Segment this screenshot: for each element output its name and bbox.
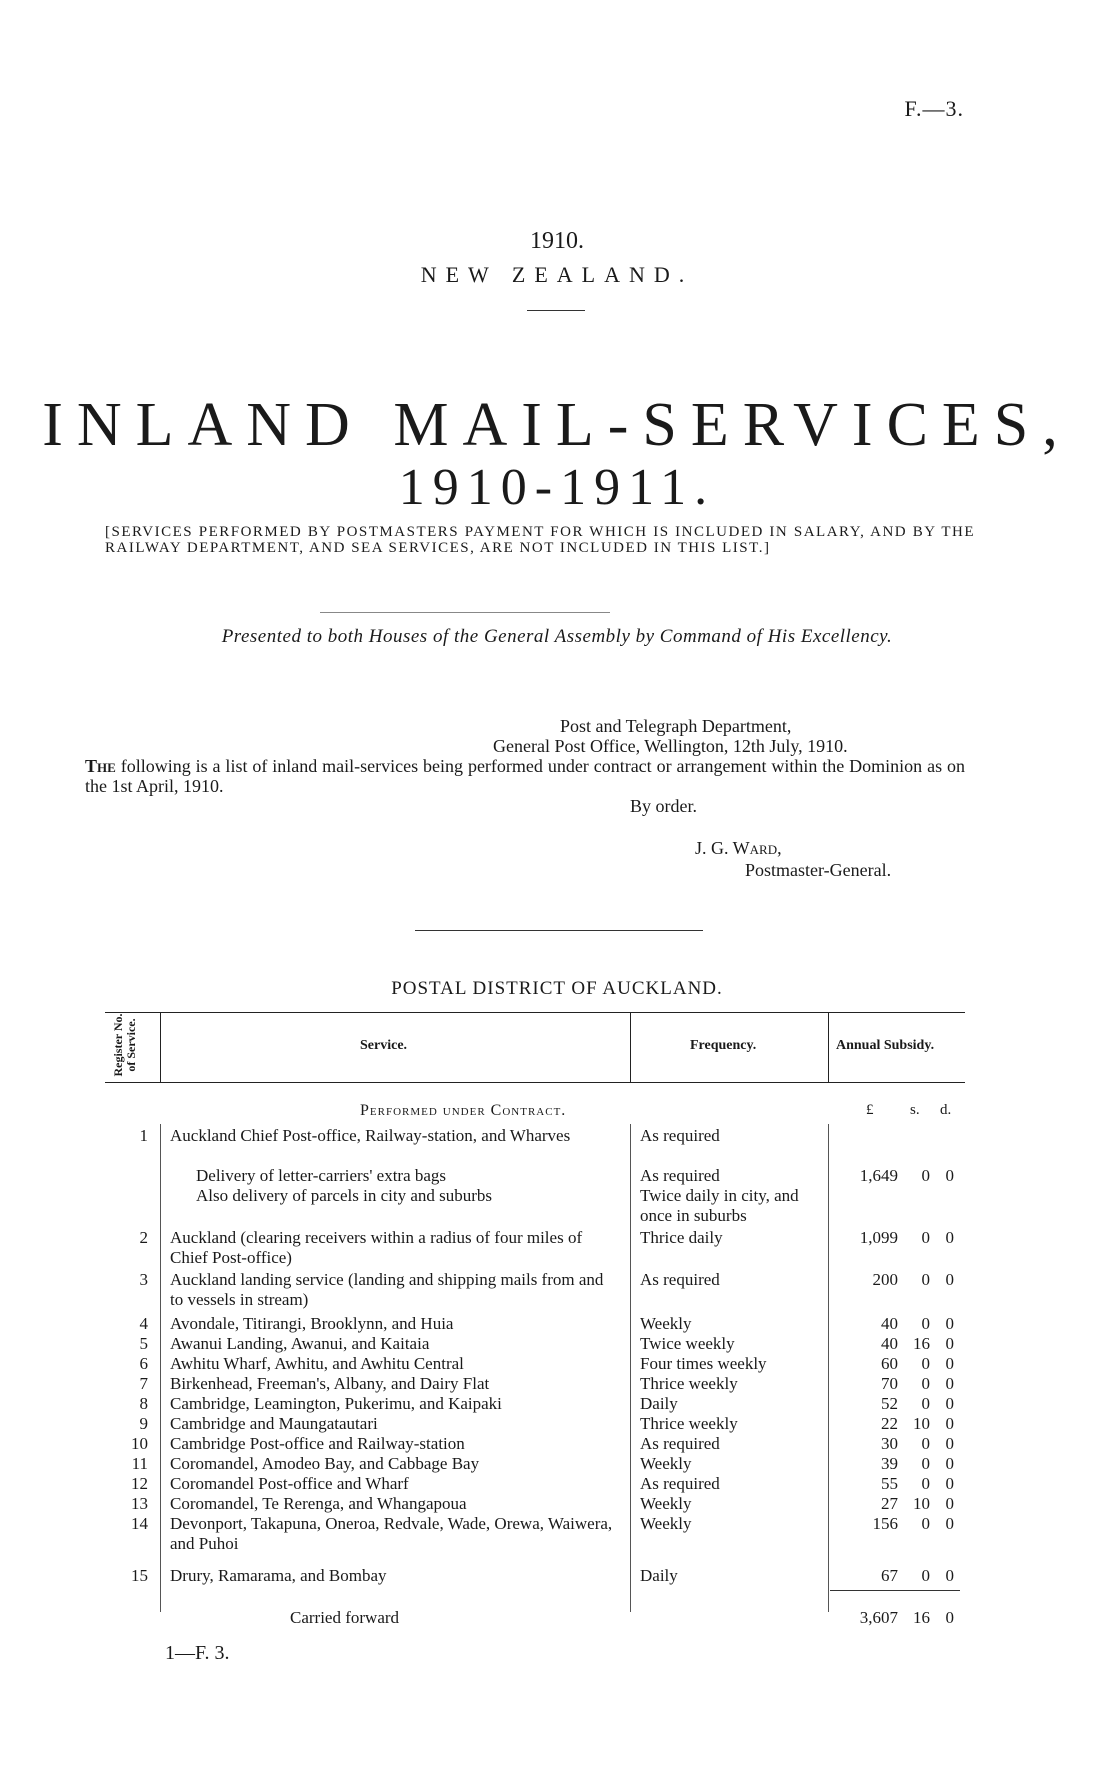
row-frequency: As required — [640, 1166, 720, 1185]
row-pence: 0 — [945, 1166, 954, 1185]
row-shillings: 0 — [921, 1514, 930, 1533]
row-shillings: 0 — [921, 1454, 930, 1473]
section-heading: Performed under Contract. — [360, 1102, 567, 1119]
row-pence: 0 — [945, 1414, 954, 1433]
row-number: 10 — [131, 1434, 148, 1453]
row-pence: 0 — [945, 1314, 954, 1333]
row-frequency: Daily — [640, 1566, 678, 1585]
unit-shillings: s. — [910, 1102, 920, 1118]
carried-forward-label: Carried forward — [290, 1608, 400, 1627]
row-pence: 0 — [945, 1228, 954, 1247]
row-pence: 0 — [945, 1354, 954, 1373]
row-frequency: Daily — [640, 1394, 678, 1413]
report-year: 1910. — [530, 228, 584, 254]
row-service: Birkenhead, Freeman's, Albany, and Dairy Flat — [170, 1374, 490, 1393]
row-service: Drury, Ramarama, and Bombay — [170, 1566, 387, 1585]
row-shillings: 0 — [921, 1394, 930, 1413]
row-number: 6 — [139, 1354, 148, 1373]
row-service: Cambridge Post-office and Railway-station — [170, 1434, 465, 1453]
unit-pence: d. — [940, 1102, 952, 1118]
department-line: Post and Telegraph Department, — [560, 716, 792, 736]
row-frequency: As required — [640, 1126, 720, 1145]
row-pounds: 200 — [872, 1270, 898, 1289]
row-service: Awhitu Wharf, Awhitu, and Awhitu Central — [170, 1354, 464, 1373]
row-pounds: 1,649 — [859, 1166, 898, 1185]
row-pounds: 55 — [881, 1474, 898, 1493]
place-date-line: General Post Office, Wellington, 12th July, 1910. — [493, 736, 848, 756]
row-shillings: 10 — [913, 1494, 930, 1513]
row-pence: 0 — [945, 1374, 954, 1393]
row-frequency: Weekly — [640, 1454, 692, 1473]
row-pounds: 40 — [881, 1334, 898, 1353]
row-pounds: 40 — [881, 1314, 898, 1333]
row-frequency: Thrice weekly — [640, 1414, 738, 1433]
header-register-no: Register No. of Service. — [111, 1013, 138, 1077]
row-frequency: Thrice daily — [640, 1228, 723, 1247]
row-pounds: 60 — [881, 1354, 898, 1373]
row-service: Coromandel, Te Rerenga, and Whangapoua — [170, 1494, 467, 1513]
row-service: Cambridge, Leamington, Pukerimu, and Kaipaki — [170, 1394, 502, 1413]
row-shillings: 0 — [921, 1374, 930, 1393]
row-number: 11 — [131, 1454, 148, 1473]
column-rule — [630, 1012, 631, 1082]
row-shillings: 0 — [921, 1228, 930, 1247]
total-rule — [830, 1590, 960, 1591]
signer-name: J. G. Ward, — [695, 838, 782, 858]
row-pence: 0 — [945, 1270, 954, 1289]
row-shillings: 0 — [921, 1566, 930, 1585]
document-title-years: 1910-1911. — [398, 459, 716, 516]
row-service: Delivery of letter-carriers' extra bags — [196, 1166, 447, 1185]
divider — [320, 612, 610, 613]
row-service: Also delivery of parcels in city and suburbs — [196, 1186, 493, 1205]
row-number: 1 — [139, 1126, 148, 1145]
row-pence: 0 — [945, 1514, 954, 1533]
by-order: By order. — [630, 796, 697, 816]
row-pence: 0 — [945, 1494, 954, 1513]
column-rule — [160, 1012, 161, 1082]
row-frequency: Twice weekly — [640, 1334, 735, 1353]
row-shillings: 0 — [921, 1314, 930, 1333]
row-pounds: 67 — [881, 1566, 898, 1585]
row-pounds: 30 — [881, 1434, 898, 1453]
row-frequency: Four times weekly — [640, 1354, 767, 1373]
row-service: Auckland (clearing receivers within a radius of four miles of Chief Post-office) — [170, 1228, 583, 1267]
row-pounds: 1,099 — [859, 1228, 898, 1247]
signer-title: Postmaster-General. — [745, 860, 892, 880]
divider — [415, 930, 703, 931]
row-pence: 0 — [945, 1334, 954, 1353]
header-service: Service. — [360, 1038, 408, 1053]
row-number: 12 — [131, 1474, 148, 1493]
row-number: 7 — [139, 1374, 148, 1393]
row-pounds: 22 — [881, 1414, 898, 1433]
carried-forward-pounds: 3,607 — [859, 1608, 898, 1627]
intro-text: following is a list of inland mail-services being performed under contract or arrangement within the Dominion as on the 1st April, 1910. — [85, 756, 965, 796]
row-frequency: As required — [640, 1474, 720, 1493]
row-shillings: 16 — [913, 1334, 930, 1353]
carried-forward-shillings: 16 — [913, 1608, 930, 1627]
row-number: 8 — [139, 1394, 148, 1413]
row-pence: 0 — [945, 1394, 954, 1413]
row-service: Avondale, Titirangi, Brooklynn, and Huia — [170, 1314, 454, 1333]
row-number: 3 — [139, 1270, 148, 1289]
header-annual-subsidy: Annual Subsidy. — [836, 1038, 935, 1053]
column-rule — [160, 1124, 161, 1612]
row-service: Awanui Landing, Awanui, and Kaitaia — [170, 1334, 430, 1353]
row-pounds: 156 — [872, 1514, 898, 1533]
row-frequency: Weekly — [640, 1314, 692, 1333]
column-rule — [828, 1124, 829, 1612]
row-service: Coromandel Post-office and Wharf — [170, 1474, 409, 1493]
unit-pounds: £ — [866, 1102, 874, 1118]
row-pounds: 27 — [881, 1494, 898, 1513]
row-service: Auckland Chief Post-office, Railway-station, and Wharves — [170, 1126, 571, 1145]
row-pounds: 39 — [881, 1454, 898, 1473]
row-pence: 0 — [945, 1474, 954, 1493]
row-shillings: 0 — [921, 1474, 930, 1493]
row-shillings: 0 — [921, 1166, 930, 1185]
row-frequency: As required — [640, 1434, 720, 1453]
footer-code: 1—F. 3. — [165, 1642, 230, 1664]
row-frequency: Thrice weekly — [640, 1374, 738, 1393]
row-frequency: Weekly — [640, 1494, 692, 1513]
document-title: INLAND MAIL-SERVICES, — [42, 391, 1072, 459]
row-pence: 0 — [945, 1566, 954, 1585]
row-number: 14 — [131, 1514, 148, 1533]
column-rule — [828, 1012, 829, 1082]
row-number: 9 — [139, 1414, 148, 1433]
row-number: 15 — [131, 1566, 148, 1585]
row-pence: 0 — [945, 1434, 954, 1453]
page-code: F.—3. — [904, 96, 964, 121]
row-shillings: 0 — [921, 1434, 930, 1453]
row-service: Devonport, Takapuna, Oneroa, Redvale, Wade, Orewa, Waiwera, and Puhoi — [170, 1514, 613, 1553]
column-rule — [630, 1124, 631, 1612]
row-number: 2 — [139, 1228, 148, 1247]
header-frequency: Frequency. — [690, 1038, 757, 1053]
carried-forward-pence: 0 — [945, 1608, 954, 1627]
row-service: Coromandel, Amodeo Bay, and Cabbage Bay — [170, 1454, 480, 1473]
divider — [527, 310, 585, 311]
row-pounds: 52 — [881, 1394, 898, 1413]
presented-line: Presented to both Houses of the General Assembly by Command of His Excellency. — [221, 626, 893, 647]
row-pounds: 70 — [881, 1374, 898, 1393]
row-pence: 0 — [945, 1454, 954, 1473]
district-heading: POSTAL DISTRICT OF AUCKLAND. — [391, 978, 723, 999]
intro-paragraph — [85, 756, 965, 796]
intro-lead: The — [85, 756, 116, 776]
row-shillings: 0 — [921, 1354, 930, 1373]
table-header-rule — [105, 1082, 965, 1083]
row-number: 5 — [139, 1334, 148, 1353]
table-top-rule — [105, 1012, 965, 1013]
row-number: 4 — [139, 1314, 148, 1333]
row-frequency: As required — [640, 1270, 720, 1289]
row-frequency: Weekly — [640, 1514, 692, 1533]
row-service: Auckland landing service (landing and shipping mails from and to vessels in stream) — [170, 1270, 604, 1309]
document-subtitle: [SERVICES PERFORMED BY POSTMASTERS PAYMENT FOR WHICH IS INCLUDED IN SALARY, AND BY THE RAILWAY DEPARTMENT, AND SEA SERVICES, ARE NOT INCLUDED IN THIS LIST.] — [105, 524, 975, 556]
row-frequency: Twice daily in city, and once in suburbs — [640, 1186, 799, 1225]
row-shillings: 10 — [913, 1414, 930, 1433]
country-heading: NEW ZEALAND. — [420, 262, 694, 287]
row-service: Cambridge and Maungatautari — [170, 1414, 378, 1433]
row-number: 13 — [131, 1494, 148, 1513]
row-shillings: 0 — [921, 1270, 930, 1289]
